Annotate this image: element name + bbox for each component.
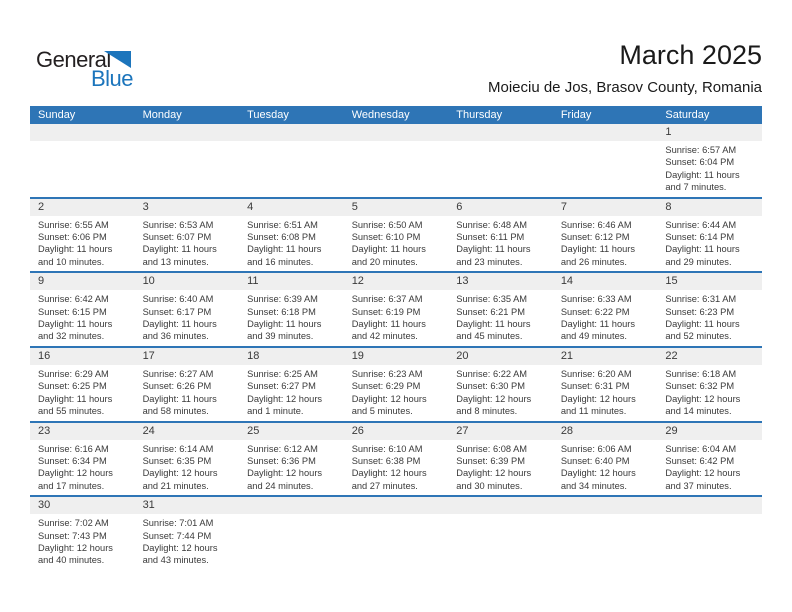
day-cell-19: [344, 365, 449, 421]
day-number-1: 1: [665, 126, 672, 138]
logo-text-general: General: [36, 47, 111, 72]
day-number-29: 29: [665, 424, 678, 437]
day-cell-6: [448, 216, 553, 272]
day-detail-line: and 7 minutes.: [665, 182, 727, 193]
day-number-band: [30, 273, 762, 290]
day-detail-line: and 49 minutes.: [560, 331, 627, 342]
day-detail-line: and 10 minutes.: [38, 256, 105, 267]
day-cell-10: [135, 290, 240, 346]
empty-cell: [448, 141, 553, 197]
day-number-4: 4: [247, 200, 254, 213]
day-cells-row: [30, 514, 762, 570]
day-detail-line: Sunrise: 6:20 AM: [560, 368, 632, 379]
day-cell-4: [239, 216, 344, 272]
day-number-empty: [553, 124, 658, 141]
day-detail-line: Sunrise: 7:01 AM: [142, 518, 214, 529]
day-detail-line: Sunrise: 6:48 AM: [456, 219, 528, 230]
day-detail-line: Sunset: 6:26 PM: [142, 381, 212, 392]
day-detail-line: Sunset: 6:07 PM: [142, 232, 212, 243]
day-cell-29: [657, 440, 762, 496]
day-cell-22: [657, 365, 762, 421]
day-detail-line: and 40 minutes.: [38, 555, 105, 566]
day-detail-line: Daylight: 11 hours: [665, 244, 740, 255]
day-detail-line: Daylight: 12 hours: [351, 393, 427, 404]
day-cell-8: [657, 216, 762, 272]
day-detail-line: Sunset: 6:36 PM: [247, 455, 316, 466]
location-subtitle: Moieciu de Jos, Brasov County, Romania: [487, 79, 762, 96]
day-number-17: 17: [142, 349, 155, 362]
week-row-6: [30, 495, 762, 570]
day-detail-line: Sunrise: 6:22 AM: [456, 368, 528, 379]
day-number-empty: [239, 124, 344, 141]
day-cell-20: [448, 365, 553, 421]
day-detail-line: Daylight: 12 hours: [247, 468, 323, 479]
day-detail-line: Daylight: 11 hours: [142, 244, 217, 255]
day-detail-line: Sunset: 6:10 PM: [351, 232, 421, 243]
day-detail-line: Daylight: 12 hours: [38, 468, 113, 479]
day-detail-line: and 42 minutes.: [351, 331, 418, 342]
day-detail-line: Daylight: 12 hours: [665, 393, 741, 404]
day-detail-line: and 58 minutes.: [142, 406, 209, 417]
day-cell-12: [344, 290, 449, 346]
day-detail-line: Sunrise: 6:12 AM: [247, 443, 318, 454]
day-number-18: 18: [247, 349, 260, 362]
day-detail-line: and 43 minutes.: [142, 555, 209, 566]
day-detail-line: and 17 minutes.: [38, 480, 105, 491]
day-detail-line: Daylight: 11 hours: [38, 319, 113, 330]
day-cells-row: [30, 440, 762, 496]
day-number-empty: [448, 497, 553, 514]
weekday-label-friday: Friday: [560, 109, 592, 121]
day-detail-line: Sunset: 6:27 PM: [247, 381, 316, 392]
day-detail-line: Daylight: 11 hours: [38, 393, 113, 404]
day-number-band: [30, 124, 762, 141]
day-cell-31: [135, 514, 240, 570]
day-detail-line: Sunrise: 6:53 AM: [142, 219, 214, 230]
day-cell-3: [135, 216, 240, 272]
day-number-16: 16: [38, 349, 51, 362]
day-detail-line: Sunset: 6:18 PM: [247, 306, 316, 317]
empty-cell: [448, 514, 553, 570]
day-detail-line: Sunset: 6:23 PM: [665, 306, 735, 317]
day-cell-28: [553, 440, 658, 496]
empty-cell: [344, 141, 449, 197]
day-number-24: 24: [142, 424, 155, 437]
week-row-2: [30, 197, 762, 272]
day-detail-line: Sunrise: 6:23 AM: [351, 368, 423, 379]
day-detail-line: Sunset: 6:08 PM: [247, 232, 316, 243]
day-number-23: 23: [38, 424, 51, 437]
day-cell-30: [30, 514, 135, 570]
day-detail-line: Sunset: 7:44 PM: [142, 530, 212, 541]
day-number-13: 13: [456, 275, 469, 288]
day-detail-line: Sunrise: 6:14 AM: [142, 443, 214, 454]
week-row-4: [30, 346, 762, 421]
day-detail-line: Sunrise: 6:44 AM: [665, 219, 737, 230]
day-detail-line: and 45 minutes.: [456, 331, 523, 342]
day-detail-line: Sunset: 6:14 PM: [665, 232, 735, 243]
day-cell-13: [448, 290, 553, 346]
day-detail-line: and 8 minutes.: [456, 406, 518, 417]
general-blue-logo: [36, 47, 166, 93]
day-detail-line: Sunset: 6:22 PM: [560, 306, 630, 317]
empty-cell: [344, 514, 449, 570]
day-detail-line: Sunrise: 6:55 AM: [38, 219, 109, 230]
day-detail-line: and 52 minutes.: [665, 331, 732, 342]
weekday-label-thursday: Thursday: [456, 109, 503, 121]
day-detail-line: Sunset: 6:40 PM: [560, 455, 630, 466]
day-number-12: 12: [351, 275, 364, 288]
day-detail-line: Daylight: 11 hours: [38, 244, 113, 255]
day-cell-23: [30, 440, 135, 496]
day-number-11: 11: [247, 275, 259, 288]
day-detail-line: Sunrise: 6:50 AM: [351, 219, 423, 230]
day-detail-line: Daylight: 12 hours: [665, 468, 741, 479]
logo-text-blue: Blue: [91, 66, 134, 91]
day-cell-26: [344, 440, 449, 496]
day-number-6: 6: [456, 200, 463, 213]
weekday-label-monday: Monday: [142, 109, 182, 121]
day-cell-2: [30, 216, 135, 272]
day-number-19: 19: [351, 349, 364, 362]
day-detail-line: Daylight: 11 hours: [142, 393, 217, 404]
day-number-empty: [239, 497, 344, 514]
day-detail-line: and 11 minutes.: [560, 406, 627, 417]
day-cell-1: [657, 141, 762, 197]
day-detail-line: Sunrise: 6:46 AM: [560, 219, 632, 230]
day-detail-line: Sunset: 6:15 PM: [38, 306, 107, 317]
day-detail-line: and 16 minutes.: [247, 256, 314, 267]
day-number-30: 30: [38, 499, 51, 512]
day-detail-line: Sunset: 6:38 PM: [351, 455, 421, 466]
day-number-empty: [30, 124, 135, 141]
day-detail-line: Sunset: 6:31 PM: [560, 381, 630, 392]
day-detail-line: Daylight: 12 hours: [142, 542, 218, 553]
day-number-2: 2: [38, 200, 45, 213]
day-detail-line: Daylight: 11 hours: [456, 319, 531, 330]
day-detail-line: Daylight: 11 hours: [351, 244, 426, 255]
day-number-7: 7: [560, 200, 567, 213]
day-detail-line: Sunrise: 6:31 AM: [665, 294, 737, 305]
day-detail-line: and 20 minutes.: [351, 256, 418, 267]
day-number-15: 15: [665, 275, 678, 288]
day-detail-line: Sunrise: 6:40 AM: [142, 294, 214, 305]
day-detail-line: Sunrise: 6:25 AM: [247, 368, 318, 379]
day-detail-line: Sunrise: 6:04 AM: [665, 443, 737, 454]
day-detail-line: Sunset: 6:25 PM: [38, 381, 107, 392]
week-row-3: [30, 271, 762, 346]
day-detail-line: Daylight: 11 hours: [247, 319, 322, 330]
day-detail-line: and 27 minutes.: [351, 480, 418, 491]
week-row-5: [30, 421, 762, 496]
day-detail-line: Sunrise: 6:51 AM: [247, 219, 318, 230]
day-cell-15: [657, 290, 762, 346]
day-detail-line: and 1 minute.: [247, 406, 304, 417]
week-row-1: [30, 124, 762, 197]
day-number-22: 22: [665, 349, 678, 362]
day-number-band: [30, 199, 762, 216]
day-number-10: 10: [142, 275, 155, 288]
day-detail-line: and 32 minutes.: [38, 331, 105, 342]
day-detail-line: and 55 minutes.: [38, 406, 105, 417]
day-detail-line: and 36 minutes.: [142, 331, 209, 342]
day-cell-11: [239, 290, 344, 346]
day-detail-line: Daylight: 11 hours: [665, 169, 740, 180]
day-detail-line: Daylight: 12 hours: [142, 468, 218, 479]
day-cell-24: [135, 440, 240, 496]
day-cell-27: [448, 440, 553, 496]
day-number-9: 9: [38, 275, 45, 288]
day-detail-line: Daylight: 12 hours: [351, 468, 427, 479]
day-detail-line: Sunrise: 6:33 AM: [560, 294, 632, 305]
empty-cell: [239, 141, 344, 197]
day-detail-line: Sunset: 6:11 PM: [456, 232, 525, 243]
day-detail-line: Daylight: 12 hours: [247, 393, 323, 404]
day-number-empty: [344, 124, 449, 141]
day-detail-line: Sunset: 6:17 PM: [142, 306, 212, 317]
day-detail-line: Sunrise: 6:35 AM: [456, 294, 528, 305]
day-detail-line: Sunrise: 6:27 AM: [142, 368, 214, 379]
day-cell-21: [553, 365, 658, 421]
day-detail-line: and 39 minutes.: [247, 331, 314, 342]
day-detail-line: and 26 minutes.: [560, 256, 627, 267]
day-cells-row: [30, 141, 762, 197]
day-detail-line: Daylight: 11 hours: [456, 244, 531, 255]
day-number-31: 31: [142, 499, 155, 512]
day-cells-row: [30, 216, 762, 272]
empty-cell: [30, 141, 135, 197]
day-cell-17: [135, 365, 240, 421]
day-detail-line: Daylight: 11 hours: [560, 244, 636, 255]
day-number-band: [30, 348, 762, 365]
day-detail-line: Sunset: 7:43 PM: [38, 530, 107, 541]
day-number-8: 8: [665, 200, 672, 213]
day-number-empty: [448, 124, 553, 141]
day-detail-line: Daylight: 12 hours: [456, 393, 532, 404]
day-number-20: 20: [456, 349, 469, 362]
day-cell-18: [239, 365, 344, 421]
day-number-21: 21: [560, 349, 574, 362]
day-detail-line: Daylight: 12 hours: [560, 468, 636, 479]
day-cell-9: [30, 290, 135, 346]
day-detail-line: Daylight: 11 hours: [665, 319, 740, 330]
empty-cell: [239, 514, 344, 570]
day-detail-line: Daylight: 11 hours: [142, 319, 217, 330]
day-number-14: 14: [560, 275, 574, 288]
empty-cell: [135, 141, 240, 197]
day-detail-line: and 29 minutes.: [665, 256, 732, 267]
day-detail-line: Sunrise: 6:57 AM: [665, 145, 737, 155]
day-detail-line: and 34 minutes.: [560, 480, 627, 491]
day-detail-line: Sunset: 6:12 PM: [560, 232, 630, 243]
day-detail-line: Daylight: 12 hours: [38, 542, 113, 553]
day-number-empty: [553, 497, 658, 514]
day-detail-line: Sunset: 6:21 PM: [456, 306, 525, 317]
day-number-empty: [657, 497, 762, 514]
day-detail-line: and 30 minutes.: [456, 480, 523, 491]
weekday-label-sunday: Sunday: [38, 109, 76, 121]
day-detail-line: Sunrise: 6:42 AM: [38, 294, 109, 305]
day-detail-line: Daylight: 12 hours: [560, 393, 636, 404]
day-number-25: 25: [247, 424, 260, 437]
day-number-3: 3: [142, 200, 149, 213]
day-cell-14: [553, 290, 658, 346]
day-detail-line: Sunset: 6:30 PM: [456, 381, 525, 392]
weekday-header-row: [30, 106, 762, 124]
weekday-label-saturday: Saturday: [665, 109, 710, 121]
day-detail-line: Sunrise: 7:02 AM: [38, 518, 109, 529]
weekday-label-wednesday: Wednesday: [351, 109, 410, 121]
day-detail-line: and 13 minutes.: [142, 256, 209, 267]
day-detail-line: Sunset: 6:39 PM: [456, 455, 525, 466]
day-detail-line: Sunrise: 6:39 AM: [247, 294, 318, 305]
day-detail-line: Sunset: 6:32 PM: [665, 381, 735, 392]
day-detail-line: Daylight: 12 hours: [456, 468, 532, 479]
day-number-28: 28: [560, 424, 574, 437]
day-detail-line: Daylight: 11 hours: [560, 319, 636, 330]
day-detail-line: and 24 minutes.: [247, 480, 314, 491]
page-title: March 2025: [619, 40, 762, 70]
day-detail-line: Sunset: 6:29 PM: [351, 381, 421, 392]
day-detail-line: and 23 minutes.: [456, 256, 523, 267]
calendar-grid: [30, 106, 762, 570]
day-cell-25: [239, 440, 344, 496]
empty-cell: [553, 514, 658, 570]
day-detail-line: Daylight: 11 hours: [247, 244, 322, 255]
day-detail-line: and 14 minutes.: [665, 406, 732, 417]
day-number-27: 27: [456, 424, 469, 437]
day-detail-line: and 37 minutes.: [665, 480, 732, 491]
day-detail-line: Sunset: 6:42 PM: [665, 455, 735, 466]
day-detail-line: Daylight: 11 hours: [351, 319, 426, 330]
day-number-26: 26: [351, 424, 364, 437]
day-detail-line: Sunrise: 6:08 AM: [456, 443, 528, 454]
day-detail-line: Sunrise: 6:37 AM: [351, 294, 423, 305]
day-detail-line: and 5 minutes.: [351, 406, 413, 417]
day-number-empty: [135, 124, 240, 141]
empty-cell: [553, 141, 658, 197]
day-detail-line: Sunset: 6:35 PM: [142, 455, 212, 466]
day-detail-line: Sunrise: 6:06 AM: [560, 443, 632, 454]
day-cells-row: [30, 290, 762, 346]
day-cell-16: [30, 365, 135, 421]
day-cell-5: [344, 216, 449, 272]
day-number-5: 5: [351, 200, 358, 213]
day-number-band: [30, 423, 762, 440]
day-detail-line: Sunrise: 6:16 AM: [38, 443, 109, 454]
day-detail-line: Sunrise: 6:29 AM: [38, 368, 109, 379]
day-number-band: [30, 497, 762, 514]
day-cells-row: [30, 365, 762, 421]
day-detail-line: Sunset: 6:34 PM: [38, 455, 107, 466]
day-detail-line: Sunrise: 6:10 AM: [351, 443, 423, 454]
day-detail-line: Sunset: 6:06 PM: [38, 232, 107, 243]
empty-cell: [657, 514, 762, 570]
day-number-empty: [344, 497, 449, 514]
weekday-label-tuesday: Tuesday: [247, 109, 289, 121]
day-detail-line: Sunset: 6:04 PM: [665, 157, 735, 168]
day-detail-line: and 21 minutes.: [142, 480, 209, 491]
day-cell-7: [553, 216, 658, 272]
day-detail-line: Sunset: 6:19 PM: [351, 306, 421, 317]
day-detail-line: Sunrise: 6:18 AM: [665, 368, 737, 379]
